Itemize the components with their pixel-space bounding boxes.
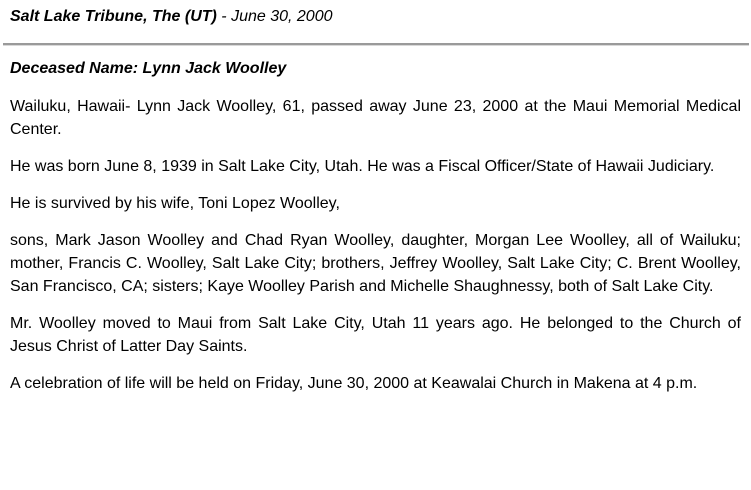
deceased-name: Deceased Name: Lynn Jack Woolley (10, 60, 287, 77)
obituary-paragraph: sons, Mark Jason Woolley and Chad Ryan Woolley, daughter, Morgan Lee Woolley, all of Wailuku; mother, Francis C. Woolley, Salt Lake City; brothers, Jeffrey Woolley, Salt Lake City; C. Brent Woolley, San Francisco, CA; sisters; Kaye Woolley Parish and Michelle Shaughnessy, both of Salt Lake City. (10, 232, 741, 295)
obituary-paragraph: He was born June 8, 1939 in Salt Lake City, Utah. He was a Fiscal Officer/State of Hawaii Judiciary. (10, 158, 715, 175)
obituary-paragraph: A celebration of life will be held on Friday, June 30, 2000 at Keawalai Church in Makena at 4 p.m. (10, 375, 698, 392)
publication-name: Salt Lake Tribune, The (UT) (10, 8, 217, 25)
obituary-paragraph: He is survived by his wife, Toni Lopez Woolley, (10, 195, 340, 212)
header-separator: - (216, 8, 232, 25)
obituary-paragraph: Mr. Woolley moved to Maui from Salt Lake City, Utah 11 years ago. He belonged to the Church of Jesus Christ of Latter Day Saints. (10, 315, 741, 355)
publication-date: June 30, 2000 (231, 8, 333, 25)
obituary-paragraph: Wailuku, Hawaii- Lynn Jack Woolley, 61, passed away June 23, 2000 at the Maui Memorial Medical Center. (10, 98, 741, 138)
source-header (10, 5, 741, 28)
header-divider (3, 43, 749, 46)
